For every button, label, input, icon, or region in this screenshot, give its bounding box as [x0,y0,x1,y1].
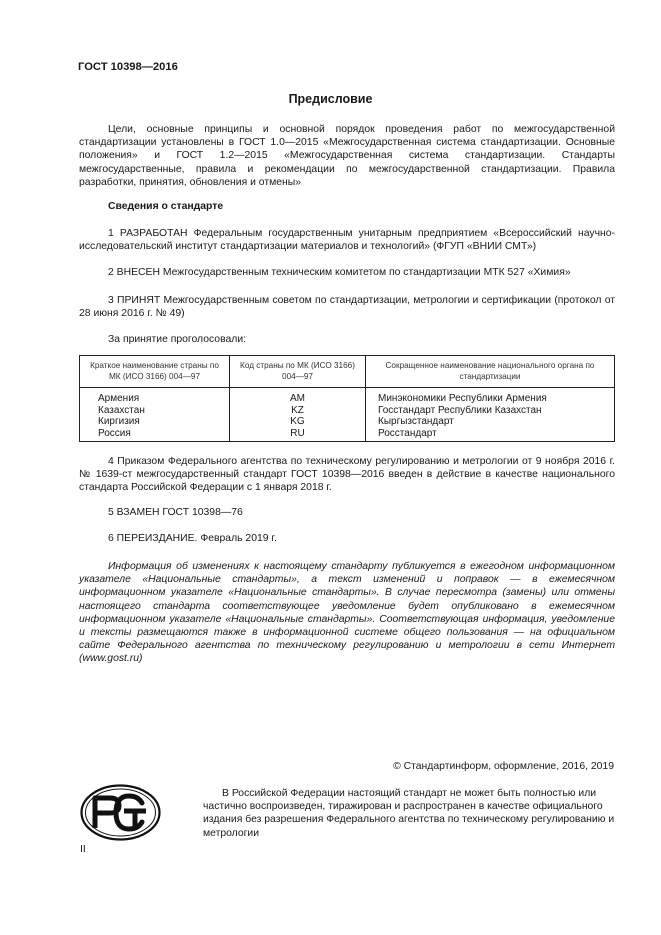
table-cell-body: Минэкономики Республики Армения [366,388,615,405]
table-cell-country: Армения [80,388,230,405]
item-replaces: 5 ВЗАМЕН ГОСТ 10398—76 [108,507,243,518]
rst-logo-icon [80,784,161,841]
item-developed: 1 РАЗРАБОТАН Федеральным государственным унитарным предприятием «Всероссийский научно-исследовательский институт стандартизации материалов и технологий» (ФГУП «ВНИИ СМТ») [79,228,615,253]
table-cell-body: Росстандарт [366,428,615,442]
table-cell-country: Киргизия [80,416,230,428]
reproduction-notice: В Российской Федерации настоящий стандарт не может быть полностью или частично воспроизведен, тиражирован и распространен в качестве официального издания без разрешения Федерального агентства по техническому регулированию и метрологии [203,788,615,839]
table-cell-code: RU [230,428,366,442]
table-header-code: Код страны по МК (ИСО 3166) 004—97 [230,356,366,388]
table-row [80,428,615,442]
section-heading: Сведения о стандарте [108,201,224,212]
item-adopted: 3 ПРИНЯТ Межгосударственным советом по стандартизации, метрологии и сертификации (протокол от 28 июня 2016 г. № 49) [79,295,615,320]
page-title: Предисловие [288,92,373,106]
table-row [80,416,615,428]
table-row [80,405,615,417]
intro-paragraph: Цели, основные принципы и основной порядок проведения работ по межгосударственной стандартизации установлены в ГОСТ 1.0—2015 «Межгосударственная система стандартизации. Основные положения» и ГОСТ 1.2—2015 «Межгосударственная система стандартизации. Стандарты межгосударственные, правила и рекомендации по межгосударственной стандартизации. Правила разработки, принятия, обновления и отмены» [79,124,615,188]
info-note: Информация об изменениях к настоящему стандарту публикуется в ежегодном информационном указателе «Национальные стандарты», а текст изменений и поправок — в ежемесячном информационном указателе «Национальные стандарты». В случае пересмотра (замены) или отмены настоящего стандарта соответствующее уведомление будет опубликовано в ежемесячном информационном указателе «Национальные стандарты». Соответствующая информация, уведомление и тексты размещаются также в информационной системе общего пользования — на официальном сайте Федерального агентства по техническому регулированию и метрологии в сети Интернет (www.gost.ru) [79,561,615,665]
item-order: 4 Приказом Федерального агентства по техническому регулированию и метрологии от 9 ноября 2016 г. № 1639-ст межгосударственный стандарт ГОСТ 10398—2016 введен в действие в качестве национального стандарта Российской Федерации с 1 января 2018 г. [79,456,615,494]
table-cell-country: Россия [80,428,230,442]
table-header-country: Краткое наименование страны по МК (ИСО 3166) 004—97 [80,356,230,388]
table-cell-body: Госстандарт Республики Казахстан [366,405,615,417]
item-introduced: 2 ВНЕСЕН Межгосударственным техническим комитетом по стандартизации МТК 527 «Химия» [108,267,571,278]
voting-table [79,355,615,442]
table-header-row [80,356,615,388]
table-cell-body: Кыргызстандарт [366,416,615,428]
table-cell-code: AM [230,388,366,405]
table-header-body: Сокращенное наименование национального органа по стандартизации [366,356,615,388]
voted-label: За принятие проголосовали: [108,334,247,345]
copyright: © Стандартинформ, оформление, 2016, 2019 [393,761,614,772]
document-id: ГОСТ 10398—2016 [78,61,178,73]
table-cell-country: Казахстан [80,405,230,417]
table-cell-code: KG [230,416,366,428]
item-reissue: 6 ПЕРЕИЗДАНИЕ. Февраль 2019 г. [108,533,277,544]
table-row [80,388,615,405]
table-cell-code: KZ [230,405,366,417]
page-number: II [80,844,86,855]
